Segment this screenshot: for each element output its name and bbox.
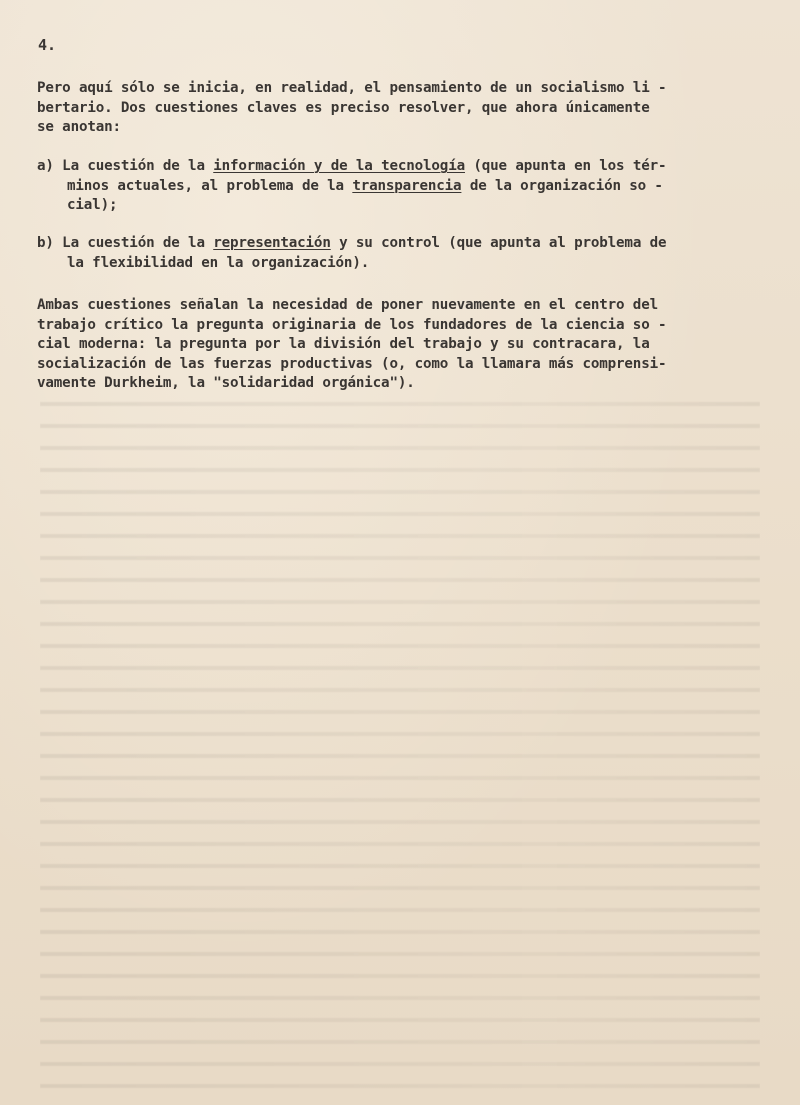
list-item-a <box>37 157 772 216</box>
text-line: a) La cuestión de la información y de la tecnología (que apunta en los tér- <box>37 158 667 174</box>
text-line: socialización de las fuerzas productivas (o, como la llamara más comprensi- <box>37 355 667 372</box>
underlined-phrase: transparencia <box>352 177 462 194</box>
text-line: Ambas cuestiones señalan la necesidad de poner nuevamente en el centro del <box>37 297 658 313</box>
page-number: 4. <box>38 36 57 54</box>
text-line: cial); <box>67 197 118 213</box>
text-line: vamente Durkheim, la "solidaridad orgánica"). <box>37 375 415 391</box>
list-item-b <box>37 234 772 273</box>
text-line: b) La cuestión de la representación y su control (que apunta al problema de <box>37 235 667 251</box>
intro-paragraph <box>37 79 772 138</box>
text-line: Pero aquí sólo se inicia, en realidad, el pensamiento de un socialismo li - <box>37 80 667 96</box>
text-line: bertario. Dos cuestiones claves es preciso resolver, que ahora únicamente <box>37 99 650 116</box>
closing-paragraph <box>37 296 772 394</box>
text-line: se anotan: <box>37 119 121 135</box>
text-line: trabajo crítico la pregunta originaria de los fundadores de la ciencia so - <box>37 316 667 333</box>
text-line: cial moderna: la pregunta por la división del trabajo y su contracara, la <box>37 336 650 352</box>
text-line: minos actuales, al problema de la transparencia de la organización so - <box>67 177 663 194</box>
underlined-phrase: representación <box>213 235 331 251</box>
underlined-phrase: información y de la tecnología <box>213 158 465 174</box>
bleed-through-text <box>40 395 760 1095</box>
text-line: la flexibilidad en la organización). <box>67 254 370 271</box>
